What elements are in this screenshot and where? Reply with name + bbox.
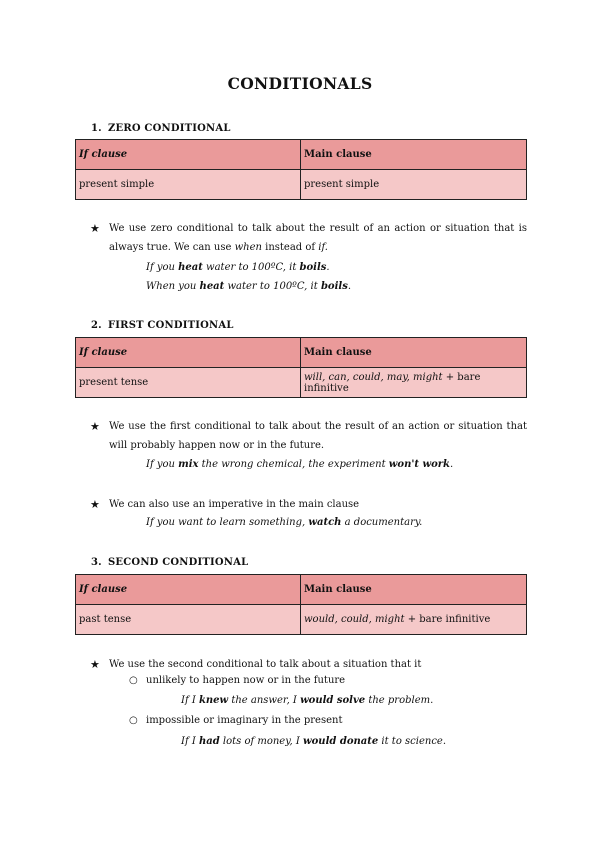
- example-sentence: If I had lots of money, I would donate it to science.: [181, 736, 447, 747]
- section-number: 1.: [91, 123, 102, 134]
- table-header-main: Main clause: [301, 575, 527, 605]
- section-heading-first: [91, 320, 234, 331]
- table-cell-main: present simple: [301, 170, 527, 200]
- section-heading-zero: [91, 123, 231, 134]
- table-header-row: [76, 140, 527, 170]
- circle-bullet-icon: ○: [129, 675, 138, 686]
- example-sentence: If you heat water to 100ºC, it boils.: [146, 262, 330, 273]
- page-title: CONDITIONALS: [227, 74, 373, 93]
- star-bullet-icon: ★: [90, 498, 100, 511]
- section-title: SECOND CONDITIONAL: [108, 557, 249, 568]
- table-header-main: Main clause: [301, 140, 527, 170]
- rule-paragraph: We use the second conditional to talk about a situation that it: [109, 659, 422, 670]
- table-header-if: If clause: [76, 338, 301, 368]
- table-row: [76, 368, 527, 398]
- section-number: 2.: [91, 320, 102, 331]
- table-header-if: If clause: [76, 575, 301, 605]
- table-header-main: Main clause: [301, 338, 527, 368]
- example-sentence: If you mix the wrong chemical, the experiment won't work.: [146, 459, 454, 470]
- list-item: unlikely to happen now or in the future: [146, 675, 346, 686]
- conditional-table-first: [75, 337, 527, 398]
- table-row: [76, 170, 527, 200]
- star-bullet-icon: ★: [90, 222, 100, 235]
- example-sentence: If I knew the answer, I would solve the problem.: [181, 695, 434, 706]
- table-cell-if: present simple: [76, 170, 301, 200]
- table-header-if: If clause: [76, 140, 301, 170]
- rule-paragraph: We use the first conditional to talk about the result of an action or situation that will probably happen now or in the future.: [109, 421, 527, 451]
- table-header-row: [76, 338, 527, 368]
- table-cell-if: present tense: [76, 368, 301, 398]
- star-bullet-icon: ★: [90, 420, 100, 433]
- conditional-table-second: [75, 574, 527, 635]
- section-title: FIRST CONDITIONAL: [108, 320, 234, 331]
- example-sentence: If you want to learn something, watch a documentary.: [146, 517, 423, 528]
- table-cell-if: past tense: [76, 605, 301, 635]
- conditional-table-zero: [75, 139, 527, 200]
- table-cell-main: will, can, could, may, might + bare infinitive: [301, 368, 527, 398]
- star-bullet-icon: ★: [90, 658, 100, 671]
- table-cell-main: would, could, might + bare infinitive: [301, 605, 527, 635]
- table-row: [76, 605, 527, 635]
- section-number: 3.: [91, 557, 102, 568]
- example-sentence: When you heat water to 100ºC, it boils.: [146, 281, 352, 292]
- circle-bullet-icon: ○: [129, 715, 138, 726]
- section-title: ZERO CONDITIONAL: [108, 123, 231, 134]
- rule-paragraph: We can also use an imperative in the main clause: [109, 499, 360, 510]
- section-heading-second: [91, 557, 248, 568]
- table-header-row: [76, 575, 527, 605]
- rule-paragraph: We use zero conditional to talk about the result of an action or situation that is always true. We can use when instead of if.: [109, 223, 527, 253]
- list-item: impossible or imaginary in the present: [146, 715, 343, 726]
